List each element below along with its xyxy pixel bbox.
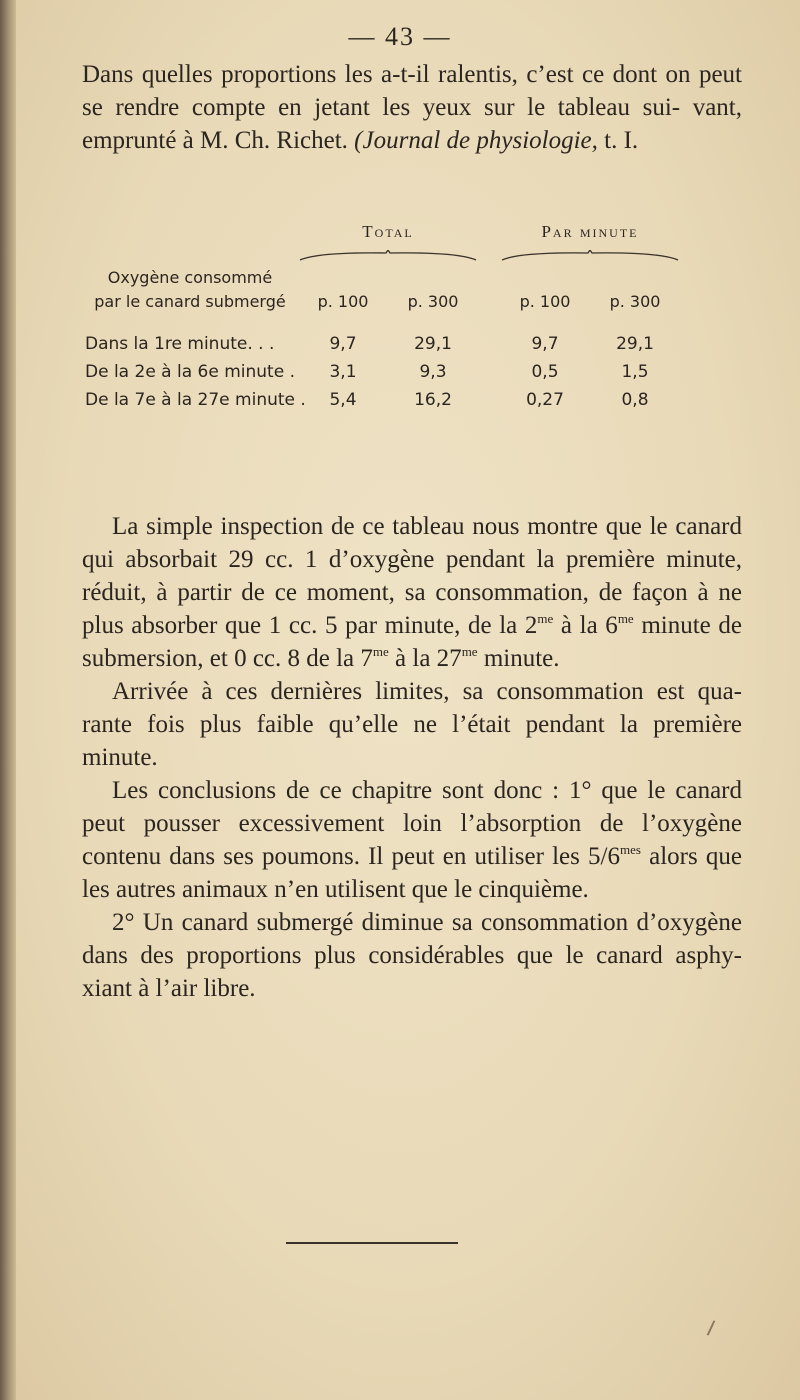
ordinal-superscript: me: [617, 611, 634, 626]
table-row: [80, 362, 760, 388]
paragraph-text: alors que les autres animaux n’en utilisent que le cinquième.: [82, 843, 742, 903]
intro-text-end: t. I.: [597, 127, 639, 154]
subheader-minute-p100: p. 100: [519, 292, 571, 311]
cell-value: 0,27: [526, 390, 564, 410]
cell-value: 29,1: [616, 334, 654, 354]
paragraph-limits: Arrivée à ces dernières limites, sa consommation est qua- rante fois plus faible qu’elle ne l’était pendant la première minute.: [82, 678, 742, 771]
cell-value: 3,1: [329, 362, 357, 382]
subheader-total-p300: p. 300: [407, 292, 459, 311]
cell-value: 9,3: [419, 362, 447, 382]
cell-value: 0,8: [621, 390, 649, 410]
brace-minute: [500, 250, 680, 262]
paragraph-conclusions: [82, 774, 742, 906]
subheader-minute-p300: p. 300: [609, 292, 661, 311]
intro-paragraph: [82, 58, 742, 157]
row-label: De la 2e à la 6e minute .: [85, 362, 295, 382]
paragraph-text: La simple inspection de ce tableau nous montre que le canard qui absorbait 29 cc. 1 d’oxygène pendant la première minute, réduit, à partir de ce moment, sa consommation, de façon à ne plus absorber que 1 cc. 5 par minute, de la 2: [82, 513, 742, 639]
cell-value: 29,1: [414, 334, 452, 354]
paragraph-text: à la 6: [553, 612, 618, 639]
ordinal-superscript: me: [537, 611, 554, 626]
page-number: — 43 —: [348, 22, 452, 51]
paragraph-text: Les conclusions de ce chapitre sont donc : 1° que le canard peut pousser excessivement loin l’absorption de l’oxygène contenu dans ses poumons. Il peut en utiliser les 5/6: [82, 777, 742, 870]
paragraph-inspection: [82, 510, 742, 675]
paragraph-text: minute de submersion, et 0 cc. 8 de la 7: [82, 612, 743, 672]
row-label: Dans la 1re minute. . .: [85, 334, 275, 354]
cell-value: 1,5: [621, 362, 649, 382]
paper-mark: [707, 1320, 716, 1335]
ordinal-superscript: mes: [620, 842, 641, 857]
subheader-total-p100: p. 100: [317, 292, 369, 311]
cell-value: 9,7: [531, 334, 559, 354]
paragraph-text: à la 27: [388, 645, 462, 672]
table-row: [80, 390, 760, 416]
cell-value: 5,4: [329, 390, 357, 410]
paragraph-text: minute.: [477, 645, 560, 672]
ordinal-superscript: me: [461, 644, 478, 659]
intro-text: Dans quelles proportions les a-t-il ralentis, c’est ce dont on peut se rendre compte en jetant les yeux sur le tableau sui- vant, emprunté à M. Ch. Richet.: [82, 61, 742, 154]
row-header-line1: Oxygène consommé: [107, 268, 273, 287]
section-rule: [286, 1242, 458, 1244]
cell-value: 0,5: [531, 362, 559, 382]
paragraph-second-conclusion: 2° Un canard submergé diminue sa consommation d’oxygène dans des proportions plus considérables que le canard asphy- xiant à l’air libre.: [82, 909, 742, 1002]
brace-total: [298, 250, 478, 262]
group-minute-label: Par minute: [541, 222, 639, 241]
intro-citation: (Journal de physiologie,: [354, 127, 598, 154]
row-label: De la 7e à la 27e minute .: [85, 390, 306, 410]
table-row: [80, 334, 760, 360]
group-total-label: Total: [362, 222, 414, 241]
cell-value: 9,7: [329, 334, 357, 354]
row-header-line2: par le canard submergé: [94, 292, 286, 311]
cell-value: 16,2: [414, 390, 452, 410]
ordinal-superscript: me: [372, 644, 389, 659]
page-binding-edge: [0, 0, 16, 1400]
body-text: [82, 510, 742, 1005]
